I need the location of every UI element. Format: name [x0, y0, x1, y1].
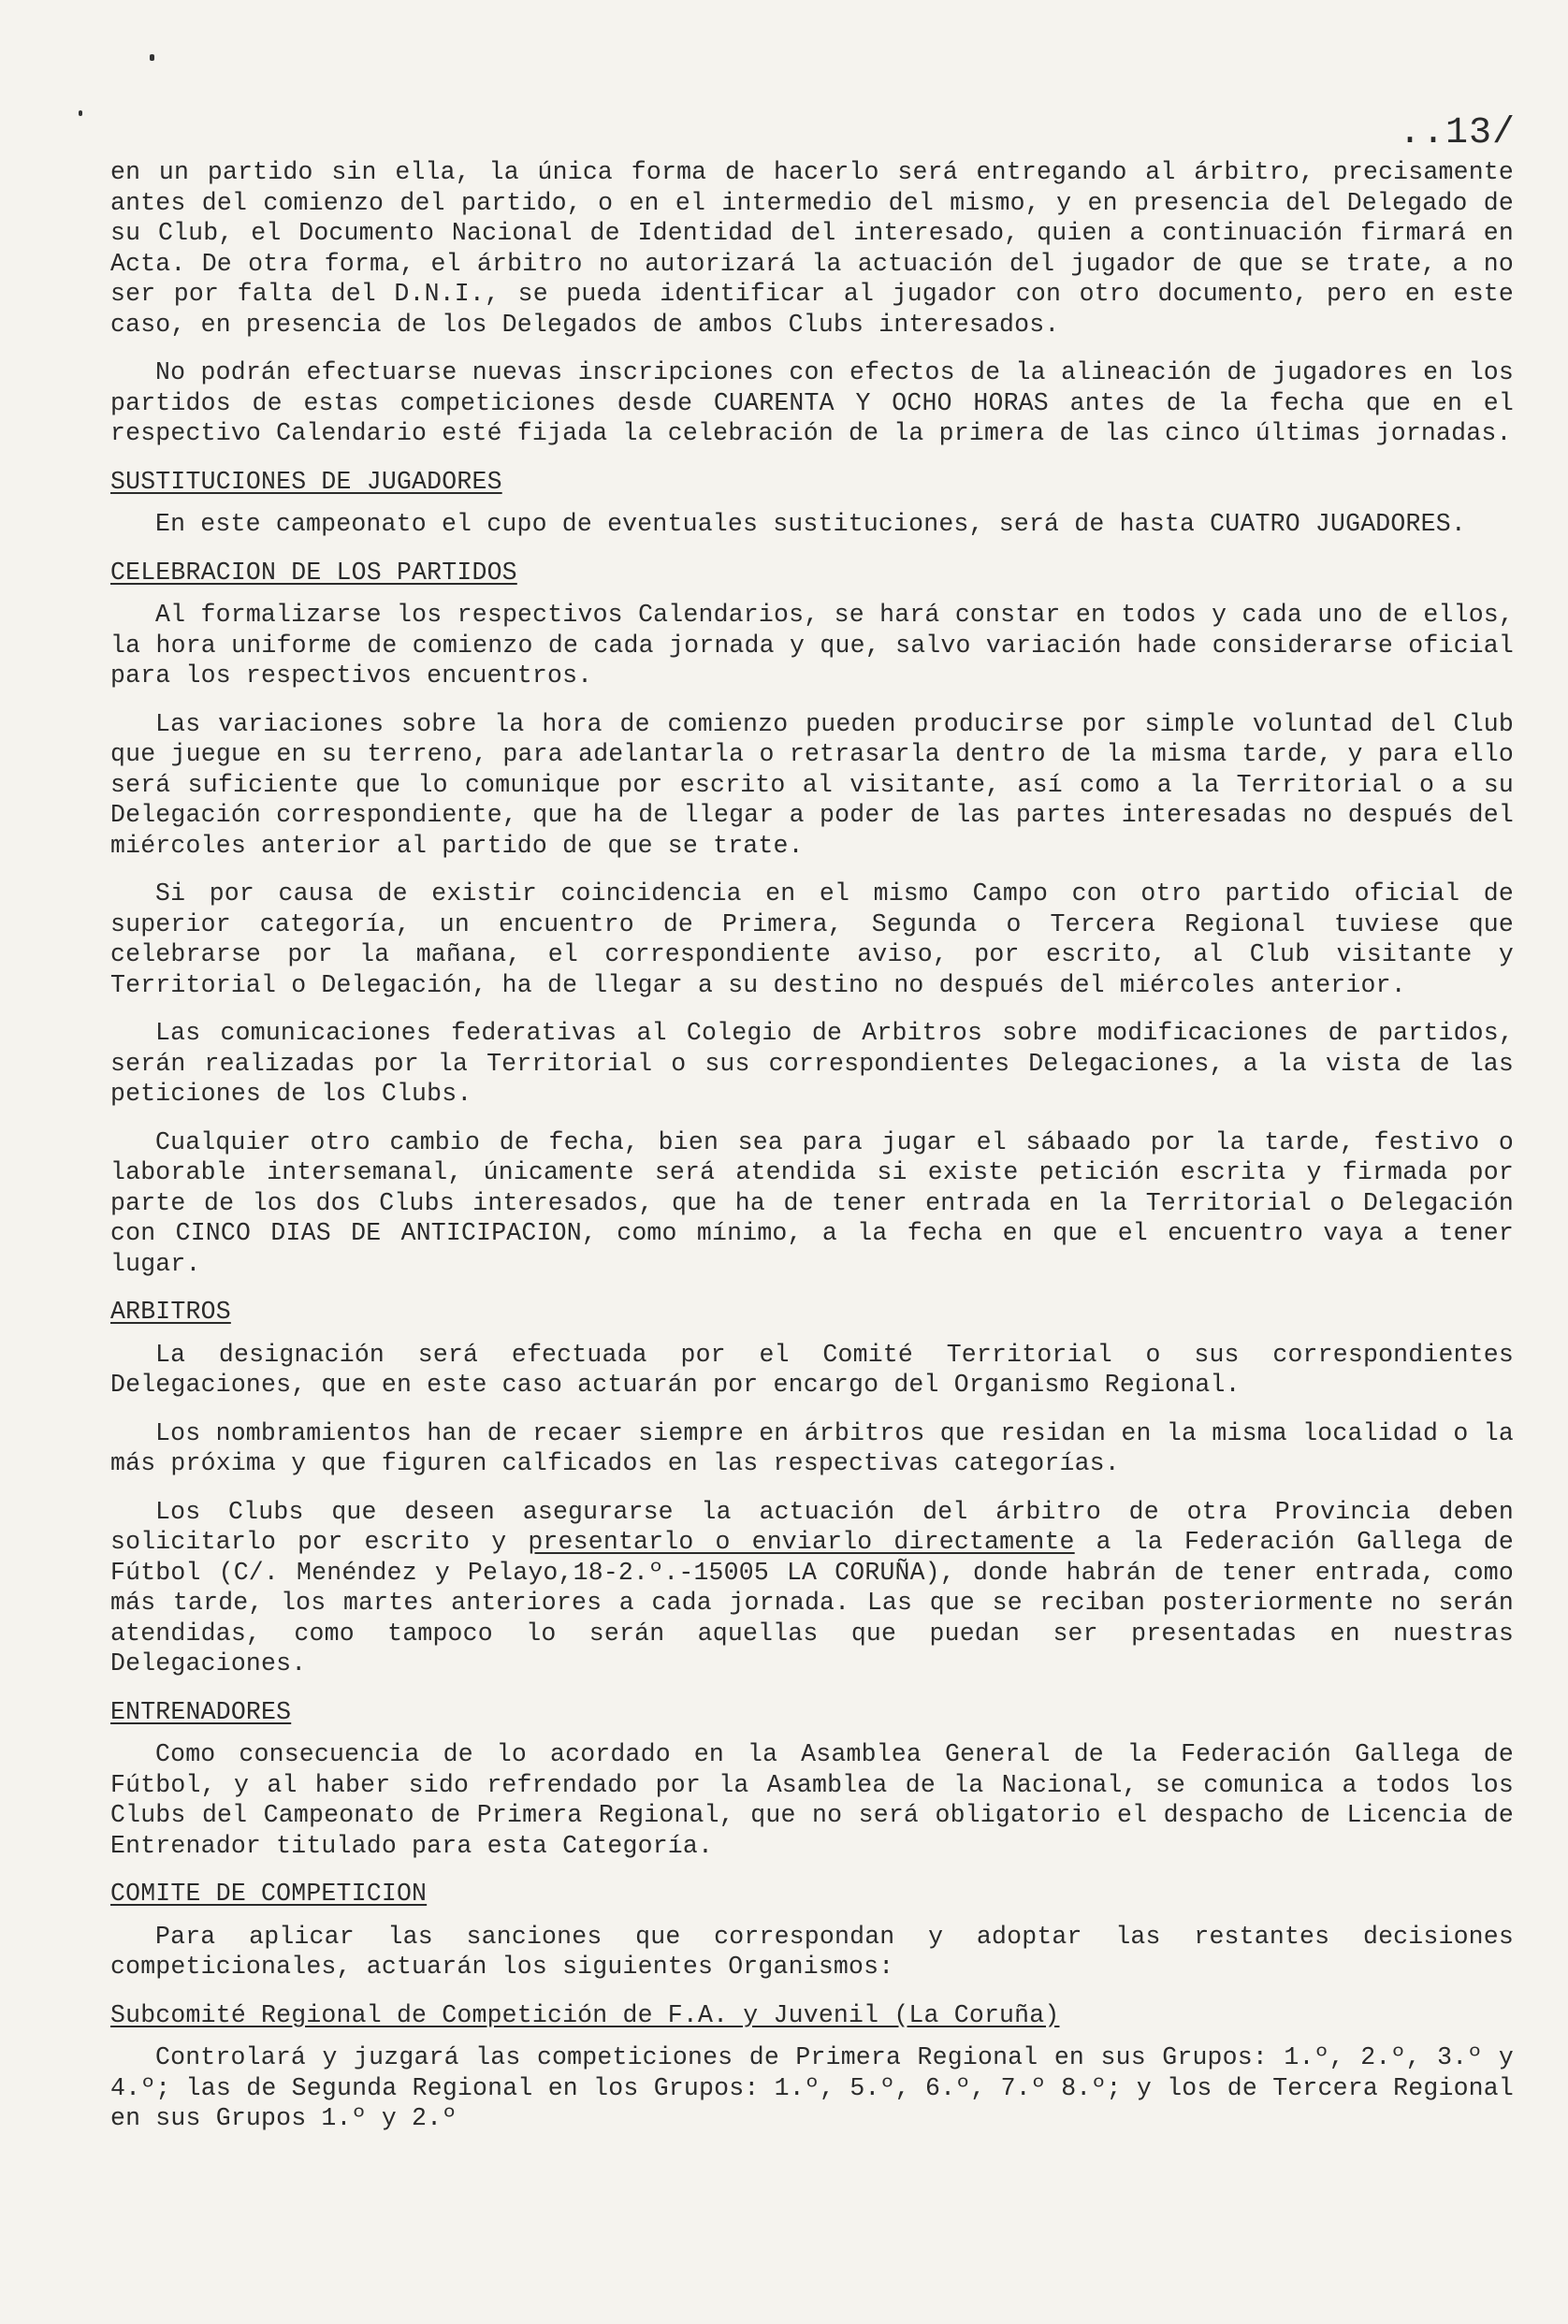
section-heading-entrenadores: ENTRENADORES: [110, 1697, 292, 1726]
page-number: ..13/: [1399, 112, 1517, 154]
underlined-text: presentarlo o enviarlo directamente: [528, 1528, 1075, 1556]
paragraph: Si por causa de existir coincidencia en el mismo Campo con otro partido oficial de superior categoría, un encuentro de Primera, Segunda o Tercera Regional tuviese que celebrarse por la mañana, el correspondiente aviso, por escrito, al Club visitante y Territorial o Delegación, ha de llegar a su destino no después del miércoles anterior.: [110, 879, 1514, 999]
paragraph: Las variaciones sobre la hora de comienzo pueden producirse por simple voluntad del Club que juegue en su terreno, para adelantarla o retrasarla dentro de la misma tarde, y para ello será suficiente que lo comunique por escrito al visitante, así como a la Territorial o a su Delegación correspondiente, que ha de llegar a poder de las partes interesadas no después del miércoles anterior al partido de que se trate.: [110, 709, 1514, 860]
scan-speck: [150, 54, 154, 61]
paragraph: Como consecuencia de lo acordado en la Asamblea General de la Federación Gallega de Fútbol, y al haber sido refrendado por la Asamblea de la Nacional, se comunica a todos los Clubs del Campeonato de Primera Regional, que no será obligatorio el despacho de Licencia de Entrenador titulado para esta Categoría.: [110, 1740, 1514, 1860]
paragraph: Controlará y juzgará las competiciones de Primera Regional en sus Grupos: 1.º, 2.º, 3.º y 4.º; las de Segunda Regional en los Grupos: 1.º, 5.º, 6.º, 7.º 8.º; y los de Tercera Regional en sus Grupos 1.º y 2.º: [110, 2043, 1514, 2132]
paragraph: Las comunicaciones federativas al Colegio de Arbitros sobre modificaciones de partidos, serán realizadas por la Territorial o sus correspondientes Delegaciones, a la vista de las peticiones de los Clubs.: [110, 1019, 1514, 1108]
section-heading-comite: COMITE DE COMPETICION: [110, 1880, 428, 1908]
paragraph: Para aplicar las sanciones que correspondan y adoptar las restantes decisiones competicionales, actuarán los siguientes Organismos:: [110, 1922, 1514, 1981]
paragraph: Los nombramientos han de recaer siempre en árbitros que residan en la misma localidad o la más próxima y que figuren calficados en las respectivas categorías.: [110, 1418, 1514, 1477]
paragraph: Al formalizarse los respectivos Calendarios, se hará constar en todos y cada uno de ellos, la hora uniforme de comienzo de cada jornada y que, salvo variación hade considerarse oficial para los respectivos encuentros.: [110, 601, 1514, 690]
paragraph: [110, 1497, 1514, 1679]
section-heading-arbitros: ARBITROS: [110, 1298, 231, 1326]
paragraph: La designación será efectuada por el Comité Territorial o sus correspondientes Delegaciones, que en este caso actuarán por encargo del Organismo Regional.: [110, 1340, 1514, 1399]
paragraph-text: Los Clubs que deseen asegurarse la actuación del árbitro de otra Provincia deben solicitarlo por escrito y: [110, 1497, 1514, 1556]
paragraph-text: a la Federación Gallega de Fútbol (C/. Menéndez y Pelayo,18-2.º.-15005 LA CORUÑA), donde habrán de tener entrada, como más tarde, los martes anteriores a cada jornada. Las que se reciban posteriormente no serán atendidas, como tampoco lo serán aquellas que puedan ser presentadas en nuestras Delegaciones.: [110, 1528, 1515, 1678]
section-heading-celebracion: CELEBRACION DE LOS PARTIDOS: [110, 558, 517, 587]
section-heading-sustituciones: SUSTITUCIONES DE JUGADORES: [110, 467, 502, 496]
document-body: [110, 157, 1514, 2152]
scan-speck: [79, 110, 82, 116]
paragraph: Cualquier otro cambio de fecha, bien sea para jugar el sábaado por la tarde, festivo o laborable intersemanal, únicamente será atendida si existe petición escrita y firmada por parte de los dos Clubs interesados, que ha de tener entrada en la Territorial o Delegación con CINCO DIAS DE ANTICIPACION, como mínimo, a la fecha en que el encuentro vaya a tener lugar.: [110, 1127, 1514, 1278]
paragraph: En este campeonato el cupo de eventuales sustituciones, será de hasta CUATRO JUGADORES.: [155, 510, 1466, 538]
paragraph: No podrán efectuarse nuevas inscripciones con efectos de la alineación de jugadores en los partidos de estas competiciones desde CUARENTA Y OCHO HORAS antes de la fecha que en el respectivo Calendario esté fijada la celebración de la primera de las cinco últimas jornadas.: [110, 358, 1514, 447]
paragraph: en un partido sin ella, la única forma de hacerlo será entregando al árbitro, precisamente antes del comienzo del partido, o en el intermedio del mismo, y en presencia del Delegado de su Club, el Documento Nacional de Identidad del interesado, quien a continuación firmará en Acta. De otra forma, el árbitro no autorizará la actuación del jugador de que se trate, a no ser por falta del D.N.I., se pueda identificar al jugador con otro documento, pero en este caso, en presencia de los Delegados de ambos Clubs interesados.: [110, 158, 1514, 339]
subsection-heading: Subcomité Regional de Competición de F.A. y Juvenil (La Coruña): [110, 2000, 1060, 2029]
